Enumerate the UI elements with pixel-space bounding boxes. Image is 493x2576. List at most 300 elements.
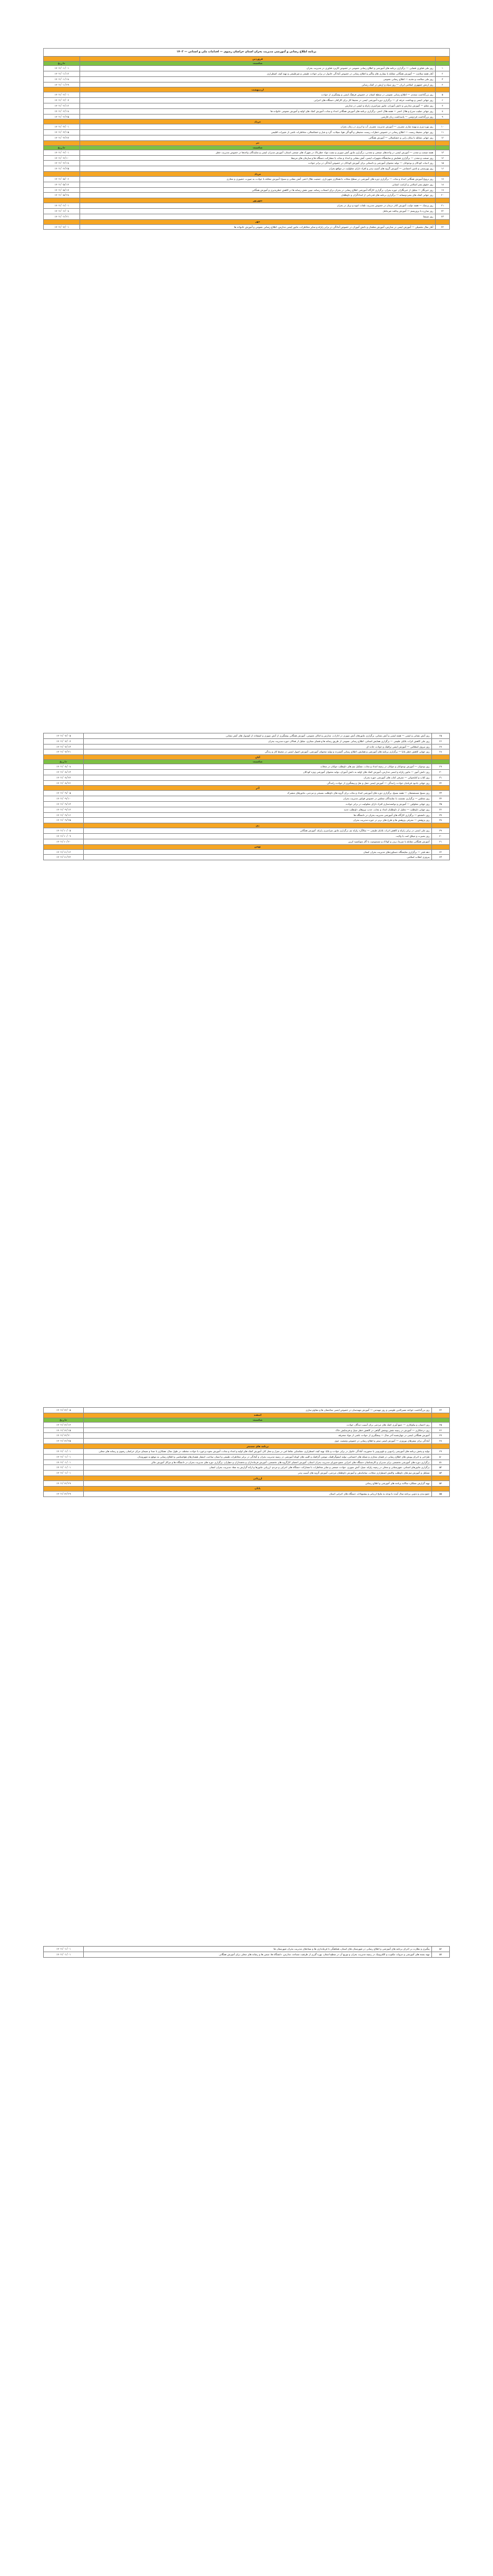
row-date: ۱۴۰۲/۱۲/۱۵ [44,1427,84,1433]
row-number: ۲۴ [436,224,450,230]
row-date: ۱۴۰۲/۱۱/۲۲ [44,855,84,860]
table-row [44,82,450,87]
row-description: روز جهانی ایمنی و بهداشت حرفه ای — برگزاری دوره آموزشی ایمنی در محیط کار برای کارکنان دستگاه های اجرایی [80,98,436,103]
table-row [44,166,450,172]
section-header-row [44,172,450,177]
row-description: آمادگی برای سفرهای نوروزی — آموزش ایمنی سفر و اطلاع رسانی در خصوص وضعیت جوی [84,1439,432,1444]
row-number: ۲۵ [432,733,450,739]
row-date: ۱۴۰۲/۰۱/۲۹ [44,82,80,87]
table-row [44,150,450,155]
column-label-date [44,1413,84,1418]
row-number: ۵۵ [432,1491,450,1496]
header-spacer [436,140,450,145]
row-description: روز بصیرت و میثاق امت با ولایت [84,833,432,839]
section-title: آبان [84,755,432,760]
table-row [44,1439,450,1444]
row-description: روز نیروی انتظامی — آموزش ایمنی ترافیک و حوادث جاده ای [84,744,432,749]
row-number: ۳۳ [432,791,450,796]
section-title: فروردین [80,57,436,62]
schedule-table [43,1946,450,1958]
row-number: ۱۳ [436,150,450,155]
row-number: ۱۴ [436,155,450,161]
row-date: ۱۴۰۲/۰۹/۱۶ [44,812,84,818]
row-number: ۱۷ [436,177,450,182]
row-date: ۱۴۰۲/۰۱/۰۱ [44,66,80,71]
section-title: تیر [80,140,436,145]
header-spacer [432,1413,450,1418]
row-date: ۱۴۰۲/۰۲/۲۵ [44,114,80,119]
row-description: روز پزشک — هفته دولت، آموزش کادر درمان در خصوص مدیریت تلفات انبوه و تریاژ در بحران [80,203,436,209]
section-header-row [44,140,450,145]
table-row [44,187,450,193]
table-row [44,182,450,187]
table-row [44,749,450,755]
row-date: ۱۴۰۲/۱۰/۲۰ [44,839,84,844]
column-label-date [44,198,80,203]
table-row [44,1408,450,1413]
header-spacer [432,1486,450,1491]
row-number: ۳ [436,76,450,82]
table-row [44,733,450,739]
row-description: روز بهره وری و بهینه سازی مصرف — آموزش مدیریت مصرف آب و انرژی در زمان بحران [80,124,436,130]
row-date: ۱۴۰۲/۰۷/۰۵ [44,733,84,739]
row-description: روز بزرگداشت خواجه نصیرالدین طوسی و روز مهندس — آموزش مهندسان در خصوص ایمنی ساختمان ها و مقاوم سازی [84,1408,432,1413]
row-description: روز دانش آموز — مانور زلزله و ایمنی مدارس، آموزش کمک های اولیه به دانش آموزان، تولید محتوای آموزشی ویژه کودکان [84,769,432,775]
row-number: ۴۱ [432,839,450,844]
section-header-row [44,1413,450,1418]
section-title: اسفند [84,1413,432,1418]
row-number: ۲۶ [432,738,450,744]
row-description: روز بزرگداشت فردوسی — پاسداشت زبان فارسی [80,114,436,119]
row-date: ۱۴۰۲/۰۸/۰۸ [44,764,84,770]
row-date: ۱۴۰۲/۰۲/۱۲ [44,103,80,109]
table-row [44,103,450,109]
row-description: روز دانشجو — برگزاری کارگاه های آموزشی مدیریت بحران در دانشگاه ها [84,812,432,818]
row-number: ۲ [436,71,450,77]
row-description: روز جهانی یادبود قربانیان حوادث رانندگی — آموزش ایمنی حمل و نقل و پیشگیری از حوادث رانندگی [84,780,432,786]
row-date: ۱۴۰۲/۰۳/۲۷ [44,135,80,141]
row-date: ۱۴۰۲/۰۹/۲۵ [44,818,84,823]
table-row [44,780,450,786]
table-row [44,66,450,71]
table-row [44,1480,450,1486]
header-spacer [432,844,450,849]
column-label-date [44,119,80,124]
header-spacer [432,760,450,764]
row-number: ۳۰ [432,769,450,775]
table-row [44,124,450,130]
row-date: ۱۴۰۲/۱۲/۰۵ [44,1408,84,1413]
row-description: روز ملی سلامت و تغذیه — اطلاع رسانی عمومی [80,76,436,82]
row-number: ۵۳ [432,1471,450,1476]
table-row [44,775,450,780]
row-description: هفته صنعت و معدن — آموزش ایمنی در واحدهای صنعتی و معدنی، برگزاری مانور آتش سوزی و نشت مواد خطرناک در شهرک های صنعتی استان، آموزش مدیران ایمنی و نمایندگان واحدها در خصوص مدیریت خطر [80,150,436,155]
row-number: ۲۰ [436,193,450,198]
row-description: روز بسیج مستضعفان — هفته بسیج، برگزاری دوره های آموزشی امداد و نجات برای گروه های داوطلب بسیجی و مردمی، مانورهای مشترک [84,791,432,796]
header-spacer [432,786,450,791]
schedule-table [43,56,450,230]
document-page-4 [43,1946,450,1958]
row-description: روز جهانی معلولین — آموزش و توانمندسازی افراد دارای معلولیت در برابر حوادث [84,801,432,807]
header-spacer [436,87,450,92]
row-description: روز صنعت و معدن — برگزاری همایش و نمایشگاه تجهیزات ایمنی، آتش نشانی و امداد و نجات با مشارکت دستگاه ها و سازمان های مرتبط [80,155,436,161]
row-date: ۱۴۰۲/۱۲/۲۹ [44,1480,84,1486]
column-label-date [44,823,84,828]
row-description: آموزش همگانی مقابله با سرما، برف و کولاک و مسمومیت با گاز منوکسید کربن [84,839,432,844]
table-row [44,839,450,844]
column-label-occasion: مناسبت [84,1418,432,1422]
row-date: ۱۴۰۲/۰۴/۱۸ [44,161,80,166]
section-header-row [44,198,450,203]
row-description: روز ملی فناوری فضایی — برگزاری برنامه های آموزشی و اطلاع رسانی عمومی در خصوص کاربرد فناوری در مدیریت بحران [80,66,436,71]
row-number: ۵۰ [432,1454,450,1460]
header-spacer [432,755,450,760]
table-row [44,855,450,860]
table-row [44,833,450,839]
column-header-row [44,145,450,150]
row-description: پیگیری و نظارت بر اجرای برنامه های آموزشی و اطلاع رسانی در شهرستان های استان، هماهنگی با فرمانداری ها و ستادهای مدیریت بحران شهرستان ها [84,1947,432,1952]
table-row [44,796,450,802]
section-title: بهمن [84,844,432,849]
row-number: ۴۷ [432,1433,450,1439]
row-number: ۴۵ [432,1422,450,1427]
row-date: ۱۴۰۲/۰۱/۰۱ [44,1471,84,1476]
row-date: ۱۴۰۲/۱۲/۲۰ [44,1433,84,1439]
row-description: تولید و پخش برنامه های آموزشی رادیویی و تلویزیونی با محوریت آمادگی خانوار در برابر حوادث و بلایا، تهیه کیف اضطراری، شناسایی نقاط امن در منزل و محل کار، آموزش کمک های اولیه و امداد و نجات، آموزش نحوه برخورد با حوادث مختلف در طول سال، همکاری با صدا و سیمای مرکز خراسان رضوی و رسانه های محلی [84,1448,432,1454]
row-description: روز ادبیات کودکان و نوجوانان — تولید محتوای آموزشی و داستانی برای آموزش کودکان در خصوص آمادگی در برابر حوادث [80,161,436,166]
row-number: ۴ [436,82,450,87]
document-page-2 [43,733,450,860]
row-date: ۱۴۰۲/۰۵/۰۶ [44,177,80,182]
table-row [44,155,450,161]
document-page-1 [43,48,450,230]
row-description: روز جهانی کاهش خطر بلایا — برگزاری برنامه های آموزشی و همایش، اطلاع رسانی گسترده و تولید محتوای آموزشی، آموزش اصول ایمنی در محیط کار و زندگی [84,749,432,755]
column-label-date [44,1443,84,1448]
row-description: روز پژوهش — معرفی پژوهش ها و طرح های برتر در حوزه مدیریت بحران [84,818,432,823]
schedule-table [43,733,450,860]
row-description: طراحی و اجرای پویش های اطلاع رسانی در فضای مجازی و شبکه های اجتماعی، تولید اینفوگرافیک، موشن گرافیک و کلیپ های کوتاه آموزشی در زمینه مدیریت بحران و آمادگی در برابر مخاطرات طبیعی و انسان ساخت، انتشار هشدارهای هواشناسی و اطلاع رسانی به موقع به شهروندان [84,1454,432,1460]
row-description: روز ملی ایمنی در برابر زلزله و کاهش اثرات بلایای طبیعی — سالگرد زلزله بم، برگزاری مانور سراسری زلزله، آموزش همگانی [84,828,432,834]
header-spacer [436,119,450,124]
section-title: شهریور [80,198,436,203]
table-row [44,769,450,775]
row-number: ۳۶ [432,807,450,812]
row-date: ۱۴۰۲/۰۹/۱۴ [44,807,84,812]
schedule-table [43,1407,450,1497]
table-row [44,214,450,219]
row-date: ۱۴۰۲/۰۱/۰۱ [44,1947,84,1952]
row-number: ۳۵ [432,801,450,807]
section-title: آذر [84,786,432,791]
row-number: ۲۹ [432,764,450,770]
row-date: ۱۴۰۲/۰۱/۱۲ [44,71,80,77]
row-date: ۱۴۰۲/۰۹/۱۰ [44,796,84,802]
row-number: ۸ [436,108,450,114]
header-spacer [436,145,450,150]
row-date: ۱۴۰۲/۰۲/۰۱ [44,92,80,98]
table-row [44,801,450,807]
row-number: ۳۲ [432,780,450,786]
row-date: ۱۴۰۲/۰۶/۰۸ [44,209,80,214]
column-label-date [44,1486,84,1491]
row-date: ۱۴۰۲/۰۹/۱۳ [44,801,84,807]
section-title: پایان [84,1486,432,1491]
row-date: ۱۴۰۲/۰۵/۱۴ [44,182,80,187]
row-date: ۱۴۰۲/۱۱/۱۲ [44,849,84,855]
table-row [44,1471,450,1476]
section-title: دی [84,823,432,828]
row-description: جمع بندی و تدوین برنامه سال آینده با توجه به نتایج ارزیابی و پیشنهادات دستگاه های اجرایی استان [84,1491,432,1496]
row-description: برگزاری مانورهای استانی، شهرستانی و محلی در زمینه زلزله، سیل، آتش سوزی، حوادث صنعتی و سایر مخاطرات با مشارکت دستگاه های اجرایی و مردم، ارزیابی مانورها و ارائه گزارش به ستاد مدیریت بحران استان [84,1465,432,1471]
row-number: ۵۷ [432,1952,450,1957]
row-number: ۴۴ [432,1408,450,1413]
row-date: ۱۴۰۲/۰۴/۰۱ [44,150,80,155]
section-title: مرداد [80,172,436,177]
row-description: روز جهانی صلیب سرخ و هلال احمر — هفته هلال احمر، برگزاری برنامه های آموزش همگانی امداد و نجات، آموزش کمک های اولیه و آموزش عمومی خانواده ها [80,108,436,114]
table-row [44,818,450,823]
column-label-occasion: مناسبت [84,760,432,764]
table-row [44,203,450,209]
table-row [44,1448,450,1454]
section-header-row [44,57,450,62]
table-row [44,807,450,812]
section-title: مهر [80,219,436,224]
section-title: ارزیابی [84,1476,432,1480]
row-number: ۲۲ [436,209,450,214]
row-description: تهیه بسته های آموزشی و جزوات مکتوب و الکترونیک در زمینه مدیریت بحران و توزیع آن در سطح استان، بهره گیری از ظرفیت مساجد، مدارس، دانشگاه ها، سمن ها و رسانه های محلی برای آموزش همگانی [84,1952,432,1957]
row-number: ۱ [436,66,450,71]
column-label-date [44,1476,84,1480]
row-description: روز آتش نشانی و ایمنی — هفته ایمنی و آتش نشانی، برگزاری مانورهای آتش سوزی در ادارات، مدارس و اماکن عمومی، آموزش همگانی پیشگیری از آتش سوزی و استفاده از کپسول های آتش نشانی [84,733,432,739]
row-date: ۱۴۰۲/۱۲/۲۹ [44,1491,84,1496]
column-label-occasion: مناسبت [80,62,436,66]
row-date: ۱۴۰۲/۰۶/۰۱ [44,203,80,209]
row-date: ۱۴۰۲/۰۱/۰۱ [44,1454,84,1460]
row-description: روز ملی کاهش اثرات بلایای طبیعی — برگزاری همایش استانی، اطلاع رسانی عمومی از طریق رسانه ها و فضای مجازی، تجلیل از فعالان حوزه مدیریت بحران [84,738,432,744]
row-date: ۱۴۰۲/۱۲/۲۵ [44,1439,84,1444]
row-date: ۱۴۰۲/۰۷/۲۱ [44,749,84,755]
row-number: ۱۱ [436,130,450,135]
table-row [44,130,450,135]
row-description: برگزاری دوره های آموزشی تخصصی برای مدیران و کارشناسان دستگاه های اجرایی عضو شورای مدیریت بحران استان، آموزش اعضای کارگروه های تخصصی، آموزش فرمانداران و بخشداران و دهیاران، برگزاری دوره های مدیریت بحران در دانشگاه ها و مراکز آموزش عالی [84,1460,432,1465]
table-row [44,177,450,182]
header-spacer [436,57,450,62]
table-row [44,71,450,77]
row-description: روز جهانی داوطلب — تجلیل از داوطلبان امداد و نجات، جذب نیروهای داوطلب جدید [84,807,432,812]
row-description: روز احسان و نیکوکاری — جمع آوری کمک های مردمی برای آسیب دیدگان حوادث [84,1422,432,1427]
row-number: ۳۴ [432,796,450,802]
table-row [44,791,450,796]
row-date: ۱۴۰۲/۰۳/۱۵ [44,130,80,135]
table-row [44,1422,450,1427]
row-description: تشکیل و آموزش تیم های داوطلب واکنش اضطراری محلات، ساماندهی و آموزش داوطلبان مردمی، آموزش گروه های آسیب پذیر [84,1471,432,1476]
column-header-row [44,1418,450,1422]
row-date: ۱۴۰۲/۰۸/۲۴ [44,775,84,780]
row-date: ۱۴۰۲/۰۷/۰۷ [44,738,84,744]
table-row [44,224,450,230]
table-row [44,1952,450,1957]
row-number: ۴۳ [432,855,450,860]
header-spacer [432,1443,450,1448]
column-label-date [44,219,80,224]
row-number: ۵۴ [432,1480,450,1486]
row-description: روز مبارزه با تروریسم — آموزش پدافند غیرعامل [80,209,436,214]
header-spacer [436,198,450,203]
row-description: دهه فجر — برگزاری نمایشگاه دستاوردهای مدیریت بحران استان [84,849,432,855]
row-number: ۴۶ [432,1427,450,1433]
section-header-row [44,823,450,828]
table-row [44,812,450,818]
section-title: خرداد [80,119,436,124]
row-number: ۴۰ [432,833,450,839]
table-row [44,92,450,98]
row-description: روز سینما [80,214,436,219]
row-date: ۱۴۰۲/۰۷/۱۳ [44,744,84,749]
row-date: ۱۴۰۲/۰۸/۱۳ [44,769,84,775]
row-number: ۲۱ [436,203,450,209]
row-description: روز مجلس — برگزاری نشست با نمایندگان مجلس در خصوص قوانین مدیریت بحران [84,796,432,802]
header-spacer [432,1418,450,1422]
row-number: ۳۸ [432,818,450,823]
row-description: روز جهانی مقابله با بیابان زایی و خشکسالی — آموزش همگانی [80,135,436,141]
row-number: ۴۹ [432,1448,450,1454]
row-date: ۱۴۰۲/۰۵/۱۷ [44,187,80,193]
column-label-date [44,140,80,145]
row-date: ۱۴۰۲/۰۱/۰۱ [44,1460,84,1465]
column-label-occasion: مناسبت [80,145,436,150]
row-date: ۱۴۰۲/۰۵/۲۸ [44,193,80,198]
row-number: ۳۹ [432,828,450,834]
row-number: ۵۲ [432,1465,450,1471]
row-number: ۲۸ [432,749,450,755]
column-header-row [44,760,450,764]
row-description: روز خبرنگار — تجلیل از خبرنگاران حوزه بحران، برگزاری کارگاه آموزشی اطلاع رسانی در بحران برای اصحاب رسانه، تبیین نقش رسانه ها در کاهش خطرپذیری و آموزش همگانی [80,187,436,193]
table-row [44,738,450,744]
row-number: ۵۶ [432,1947,450,1952]
section-header-row [44,1443,450,1448]
row-description: آغاز سال تحصیلی — آموزش ایمنی در مدارس، آموزش معلمان و دانش آموزان در خصوص آمادگی در برابر زلزله و سایر مخاطرات، مانور ایمنی مدارس، اطلاع رسانی عمومی و آموزش خانواده ها [80,224,436,230]
table-row [44,828,450,834]
row-description: روز نوجوان — آموزش نوجوانان و جوانان در زمینه امداد و نجات، تشکیل تیم های داوطلب جوانان در محلات [84,764,432,770]
row-description: روز درختکاری — آموزش در زمینه نقش پوشش گیاهی در کاهش خطر سیل و فرسایش خاک [84,1427,432,1433]
row-date: ۱۴۰۲/۰۲/۰۷ [44,98,80,103]
table-row [44,76,450,82]
table-row [44,1491,450,1496]
section-header-row [44,87,450,92]
table-row [44,1947,450,1952]
table-row [44,108,450,114]
row-description: روز معلم — آموزش مدارس و دانش آموزان، مانور سراسری زلزله و ایمنی در مدارس [80,103,436,109]
row-description: روز بزرگداشت سعدی — اطلاع رسانی عمومی در سطح استان در خصوص فرهنگ ایمنی و پیشگیری از حوادث [80,92,436,98]
row-number: ۲۳ [436,214,450,219]
row-description: روز کتاب و کتابخوانی — معرفی کتاب های آموزشی حوزه بحران [84,775,432,780]
row-date: ۱۴۰۲/۰۱/۰۱ [44,1952,84,1957]
row-description: آغاز هفته سلامت — آموزش همگانی مقابله با بیماری های واگیر و اطلاع رسانی در خصوص آمادگی خانوار در برابر حوادث طبیعی و غیرطبیعی و تهیه کیف اضطراری [80,71,436,77]
section-title: برنامه های مستمر [84,1443,432,1448]
header-spacer [432,1476,450,1480]
section-header-row [44,755,450,760]
table-row [44,1427,450,1433]
row-date: ۱۴۰۲/۱۰/۰۵ [44,828,84,834]
row-description: روز بهزیستی و تامین اجتماعی — آموزش گروه های آسیب پذیر و افراد دارای معلولیت در مواقع بحران [80,166,436,172]
row-date: ۱۴۰۲/۰۶/۲۱ [44,214,80,219]
section-header-row [44,1476,450,1480]
row-description: روز جهانی کمک های بشردوستانه — برگزاری برنامه های قدردانی از امدادگران و داوطلبان [80,193,436,198]
row-number: ۳۷ [432,812,450,818]
row-description: روز ترویج آموزش همگانی امداد و نجات — برگزاری دوره های آموزشی در سطح محلات با همکاری شهرداری، جمعیت هلال احمر، آتش نشانی و بسیج؛ آموزش مقابله با حوادث به صورت حضوری و مجازی [80,177,436,182]
column-label-date: تاریخ [44,145,80,150]
row-number: ۳۱ [432,775,450,780]
row-date: ۱۴۰۲/۱۰/۰۹ [44,833,84,839]
row-number: ۴۸ [432,1439,450,1444]
column-header-row [44,62,450,66]
column-label-date [44,87,80,92]
column-label-date [44,755,84,760]
row-description: آموزش همگانی ایمنی در چهارشنبه آخر سال — پیشگیری از حوادث ناشی از مواد محترقه [84,1433,432,1439]
row-number: ۵ [436,92,450,98]
row-number: ۶ [436,98,450,103]
row-date: ۱۴۰۲/۰۴/۱۰ [44,155,80,161]
row-number: ۵۱ [432,1460,450,1465]
table-row [44,1454,450,1460]
row-description: روز ارتش جمهوری اسلامی ایران — روز سپاه و ارتش در کمک رسانی [80,82,436,87]
column-label-date: تاریخ [44,1418,84,1422]
row-description: روز جهانی محیط زیست — اطلاع رسانی در خصوص خطرات زیست محیطی و آلودگی هوا، سیلاب، گرد و غبار و خشکسالی، مخاطرات ناشی از تغییرات اقلیمی [80,130,436,135]
table-row [44,209,450,214]
table-row [44,161,450,166]
header-spacer [432,823,450,828]
column-label-date: تاریخ [44,760,84,764]
table-row [44,1465,450,1471]
row-number: ۱۸ [436,182,450,187]
row-number: ۱۶ [436,166,450,172]
row-date: ۱۴۰۲/۰۸/۲۶ [44,780,84,786]
row-number: ۱۹ [436,187,450,193]
header-spacer [436,219,450,224]
row-date: ۱۴۰۲/۰۱/۰۱ [44,1448,84,1454]
document-page-3 [43,1407,450,1497]
section-header-row [44,1486,450,1491]
section-header-row [44,786,450,791]
section-title: اردیبهشت [80,87,436,92]
column-label-date [44,57,80,62]
section-header-row [44,219,450,224]
row-number: ۱۰ [436,124,450,130]
row-date: ۱۴۰۲/۰۷/۰۱ [44,224,80,230]
column-label-date [44,844,84,849]
row-number: ۷ [436,103,450,109]
row-date: ۱۴۰۲/۰۲/۱۸ [44,108,80,114]
column-label-date: تاریخ [44,62,80,66]
row-number: ۲۷ [432,744,450,749]
table-row [44,1433,450,1439]
row-date: ۱۴۰۲/۰۹/۰۵ [44,791,84,796]
section-header-row [44,844,450,849]
column-label-date [44,172,80,177]
table-row [44,1460,450,1465]
row-number: ۹ [436,114,450,119]
table-row [44,764,450,770]
row-description: تهیه گزارش عملکرد سالانه برنامه های آموزشی و اطلاع رسانی [84,1480,432,1486]
table-row [44,193,450,198]
row-number: ۱۲ [436,135,450,141]
row-number: ۱۵ [436,161,450,166]
table-row [44,849,450,855]
row-date: ۱۴۰۲/۰۳/۰۱ [44,124,80,130]
row-description: روز حقوق بشر اسلامی و کرامت انسانی [80,182,436,187]
table-row [44,744,450,749]
row-date: ۱۴۰۲/۱۲/۱۴ [44,1422,84,1427]
